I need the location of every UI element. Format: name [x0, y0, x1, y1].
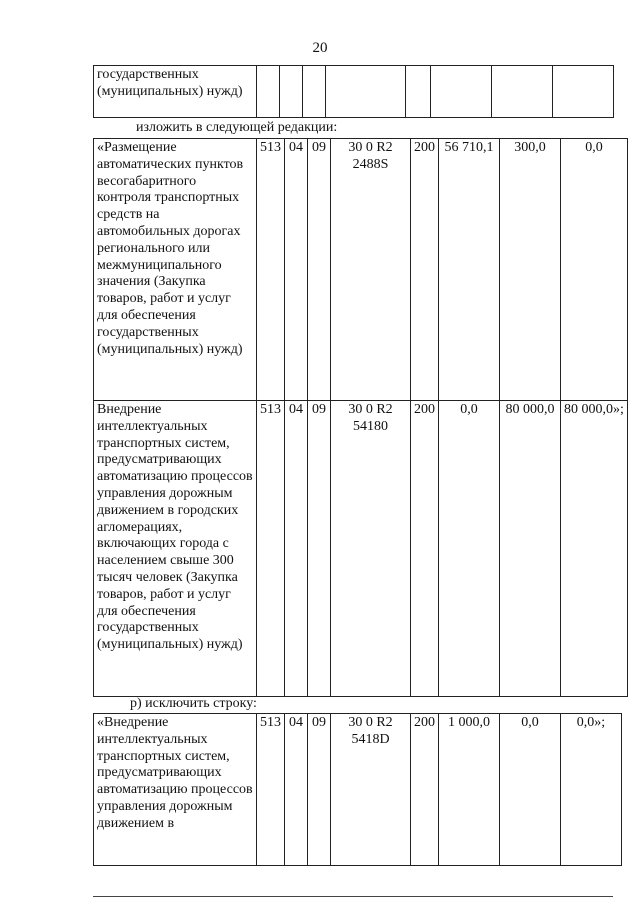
csr-code-cell — [326, 66, 406, 118]
table-row — [94, 66, 614, 118]
year2-amount-cell: 0,0 — [500, 714, 561, 866]
pr-code-cell — [303, 66, 326, 118]
page-bottom-rule — [93, 896, 613, 897]
year2-amount-cell — [492, 66, 553, 118]
gr-code-cell: 513 — [257, 139, 285, 401]
gr-code-cell: 513 — [257, 714, 285, 866]
csr-code-cell: 30 0 R2 54180 — [331, 401, 411, 697]
vr-code-cell: 200 — [411, 714, 439, 866]
item-name-cell: «Внедрение интеллектуальных транспортных систем, предусматривающих автоматизацию процессов управления дорожным движением в — [94, 714, 257, 866]
pr-code-cell: 09 — [308, 401, 331, 697]
pr-code-cell: 09 — [308, 139, 331, 401]
budget-table-fragment-top — [93, 65, 614, 118]
year3-amount-cell: 0,0»; — [561, 714, 622, 866]
gr-code-cell: 513 — [257, 401, 285, 697]
vr-code-cell: 200 — [411, 139, 439, 401]
table-row — [94, 714, 622, 866]
instruction-replace: изложить в следующей редакции: — [136, 120, 338, 135]
year2-amount-cell: 300,0 — [500, 139, 561, 401]
instruction-exclude: р) исключить строку: — [130, 696, 257, 711]
year3-amount-cell — [553, 66, 614, 118]
budget-table-excluded-row — [93, 713, 622, 866]
table-row — [94, 401, 628, 697]
vr-code-cell — [406, 66, 431, 118]
year1-amount-cell: 0,0 — [439, 401, 500, 697]
pr-code-cell: 09 — [308, 714, 331, 866]
year1-amount-cell — [431, 66, 492, 118]
item-name-cell: государственных (муниципальных) нужд) — [94, 66, 257, 118]
rz-code-cell: 04 — [285, 139, 308, 401]
table-row — [94, 139, 628, 401]
item-name-cell: «Размещение автоматических пунктов весогабаритного контроля транспортных средств на автомобильных дорогах регионального или межмуниципального значения (Закупка товаров, работ и услуг для обеспечения государственных (муниципальных) нужд) — [94, 139, 257, 401]
vr-code-cell: 200 — [411, 401, 439, 697]
rz-code-cell: 04 — [285, 401, 308, 697]
year2-amount-cell: 80 000,0 — [500, 401, 561, 697]
gr-code-cell — [257, 66, 280, 118]
csr-code-cell: 30 0 R2 2488S — [331, 139, 411, 401]
rz-code-cell: 04 — [285, 714, 308, 866]
year3-amount-cell: 80 000,0»; — [561, 401, 628, 697]
year1-amount-cell: 56 710,1 — [439, 139, 500, 401]
page-number: 20 — [312, 40, 328, 56]
year3-amount-cell: 0,0 — [561, 139, 628, 401]
item-name-cell: Внедрение интеллектуальных транспортных систем, предусматривающих автоматизацию процессов управления дорожным движением в городских агломерациях, включающих города с населением свыше 300 тысяч человек (Закупка товаров, работ и услуг для обеспечения государственных (муниципальных) нужд) — [94, 401, 257, 697]
budget-table-new-edition — [93, 138, 628, 697]
year1-amount-cell: 1 000,0 — [439, 714, 500, 866]
csr-code-cell: 30 0 R2 5418D — [331, 714, 411, 866]
rz-code-cell — [280, 66, 303, 118]
